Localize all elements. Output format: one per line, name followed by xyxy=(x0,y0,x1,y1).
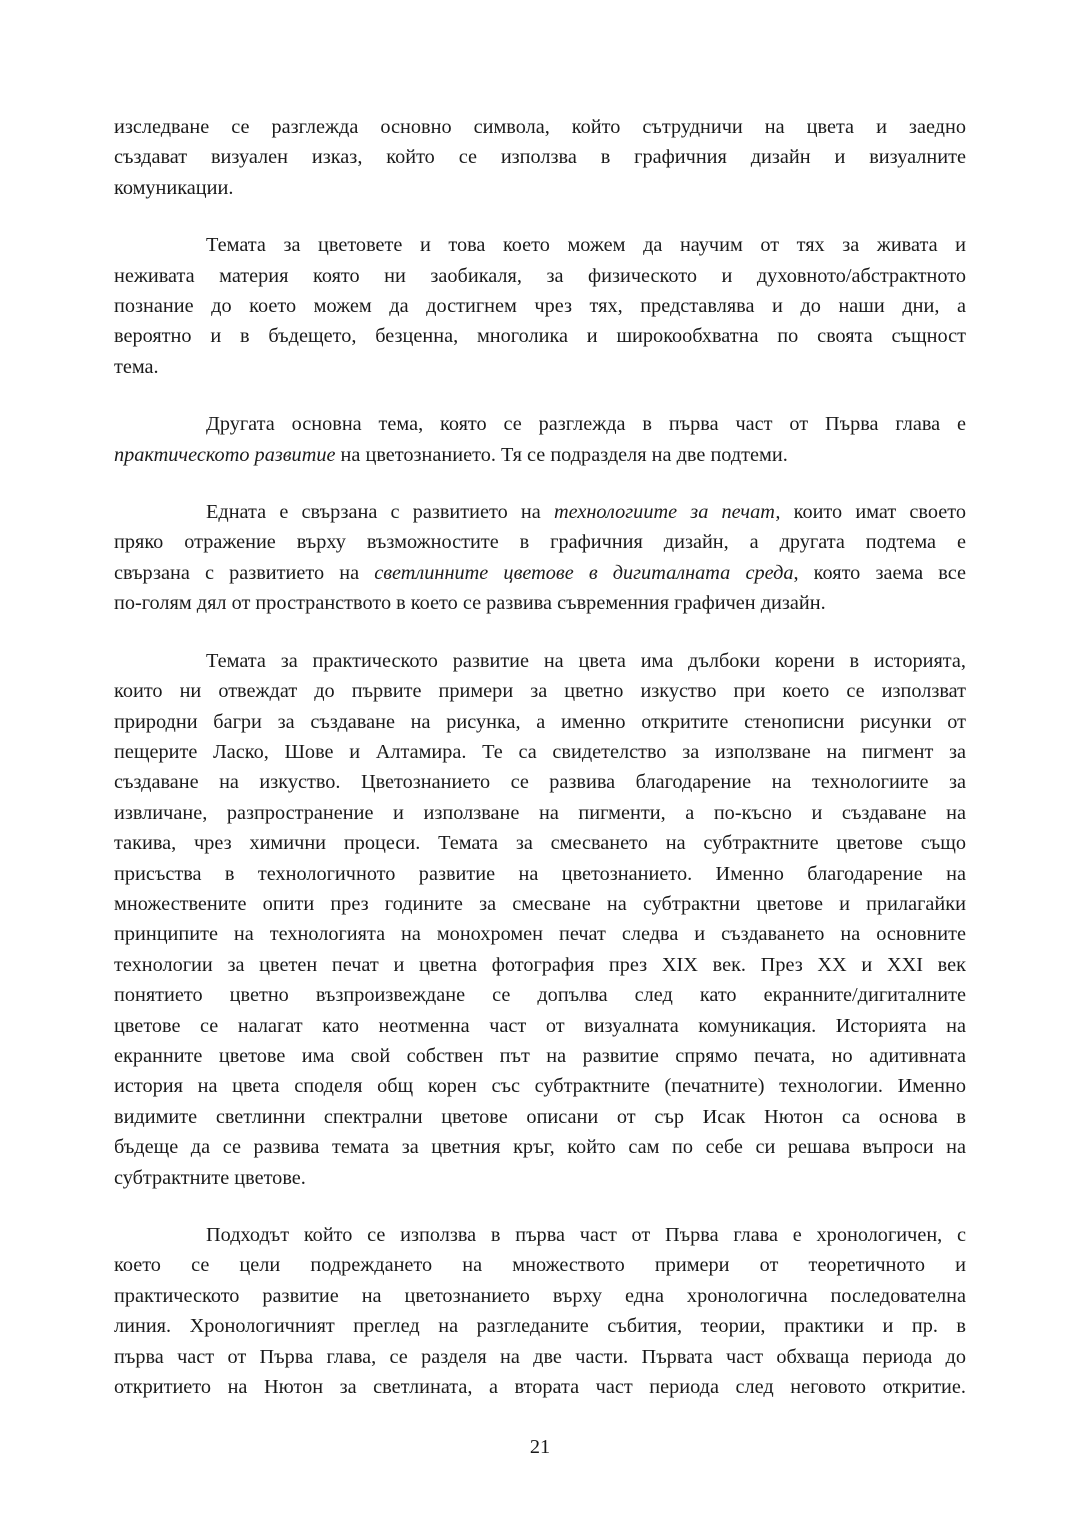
paragraph-2-body xyxy=(114,261,966,352)
text-line: тема. xyxy=(114,355,159,378)
text-line: такива, чрез химични процеси. Темата за смесването на субтрактните цветове също xyxy=(114,832,966,855)
paragraph-4 xyxy=(114,497,966,527)
text-line: понятието цветно възпроизвеждане се допълва след като екранните/дигиталните xyxy=(114,984,966,1007)
page-number: 21 xyxy=(529,1436,551,1458)
paragraph-3 xyxy=(114,409,966,439)
text-line: първа част от Първа глава, се разделя на две части. Първата част обхваща периода до xyxy=(114,1345,966,1368)
paragraph-3-end xyxy=(114,440,966,470)
text-line: видимите светлинни спектрални цветове описани от сър Исак Нютон са основа в xyxy=(114,1105,966,1128)
text-line xyxy=(114,558,966,588)
text-line: природни багри за създаване на рисунка, а именно откритите стенописни рисунки от xyxy=(114,710,966,733)
text-line: които ни отвеждат до първите примери за цветно изкуство при което се използват xyxy=(114,680,966,703)
text-line: познание до което можем да достигнем чрез тях, представлява и до наши дни, а xyxy=(114,295,966,318)
text-line: неживата материя която ни заобикаля, за физическото и духовното/абстрактното xyxy=(114,264,966,287)
paragraph-5 xyxy=(114,646,966,676)
paragraph-6-end xyxy=(114,1372,966,1402)
text-line: по-голям дял от пространството в което се развива съвременния графичен дизайн. xyxy=(114,592,826,615)
text-run: , която заема все xyxy=(793,561,966,584)
text-line: линия. Хронологичният преглед на разгледаните събития, теории, практики и пр. в xyxy=(114,1315,966,1338)
text-line: създават визуален изказ, който се използва в графичния дизайн и визуалните xyxy=(114,146,966,169)
text-line: Темата за цветовете и това което можем да научим от тях за живата и xyxy=(206,234,966,257)
text-line: субтрактните цветове. xyxy=(114,1166,306,1189)
text-line: извличане, разпространение и използване на пигменти, а по-късно и създаване на xyxy=(114,801,966,824)
text-run: които имат своето xyxy=(780,501,966,524)
paragraph-6 xyxy=(114,1220,966,1250)
text-line: Другата основна тема, която се разглежда в първа част от Първа глава е xyxy=(206,413,966,436)
text-line: откритието на Нютон за светлината, а втората част периода след неговото откритие. xyxy=(114,1376,966,1399)
text-line: вероятно и в бъдещето, безценна, многолика и широкообхватна по своята същност xyxy=(114,325,966,348)
paragraph-5-end xyxy=(114,1163,966,1193)
text-line: история на цвета споделя общ корен със субтрактните (печатните) технологии. Именно xyxy=(114,1075,966,1098)
text-line: което се цели подреждането на множеството примери от теоретичното и xyxy=(114,1254,966,1277)
italic-phrase: практическото развитие xyxy=(114,443,336,466)
italic-phrase: технологиите за печат, xyxy=(553,501,781,524)
text-line: Темата за практическото развитие на цвета има дълбоки корени в историята, xyxy=(206,649,966,672)
paragraph-4-end xyxy=(114,588,966,618)
text-line: комуникации. xyxy=(114,176,234,199)
text-line: цветове се налагат като неотменна част от визуалната комуникация. Историята на xyxy=(114,1014,966,1037)
text-line: пряко отражение върху възможностите в графичния дизайн, а другата подтема е xyxy=(114,531,966,554)
text-line: създаване на изкуство. Цветознанието се развива благодарение на технологиите за xyxy=(114,771,966,794)
italic-phrase: светлинните цветове в дигиталната среда xyxy=(374,561,794,584)
text-line xyxy=(114,440,966,470)
text-line xyxy=(114,497,966,527)
paragraph-2 xyxy=(114,230,966,260)
paragraph-2-end xyxy=(114,352,966,382)
text-line: бъдеще да се развива темата за цветния кръг, който сам по себе си решава въпроси на xyxy=(114,1136,966,1159)
text-line: Подходът който се използва в първа част от Първа глава е хронологичен, с xyxy=(206,1224,966,1246)
text-run: на цветознанието. Тя се подразделя на две подтеми. xyxy=(335,443,788,466)
text-line: изследване се разглежда основно символа, който сътрудничи на цвета и заедно xyxy=(114,116,966,138)
text-line: пещерите Ласко, Шове и Алтамира. Те са свидетелство за използване на пигмент за xyxy=(114,740,966,763)
paragraph-1-end xyxy=(114,173,966,203)
text-line: множествените опити през годините за смесване на субтрактни цветове и прилагайки xyxy=(114,892,966,915)
text-run: Едната е свързана с развитието на xyxy=(206,501,554,524)
paragraph-1 xyxy=(114,112,966,173)
document-page xyxy=(114,112,966,1402)
text-line: принципите на технологията на монохромен печат следва и създаването на основните xyxy=(114,923,966,946)
paragraph-5-body xyxy=(114,676,966,1163)
text-run: свързана с развитието на xyxy=(114,561,375,584)
text-line: екранните цветове има свой собствен път на развитие спрямо печата, но адитивната xyxy=(114,1044,966,1067)
text-line: практическото развитие на цветознанието върху една хронологична последователна xyxy=(114,1284,966,1307)
text-line: присъства в технологичното развитие на цветознанието. Именно благодарение на xyxy=(114,862,966,885)
text-line: технологии за цветен печат и цветна фотография през XIX век. През XX и XXI век xyxy=(114,953,966,976)
paragraph-4-body xyxy=(114,527,966,588)
paragraph-6-body xyxy=(114,1250,966,1372)
